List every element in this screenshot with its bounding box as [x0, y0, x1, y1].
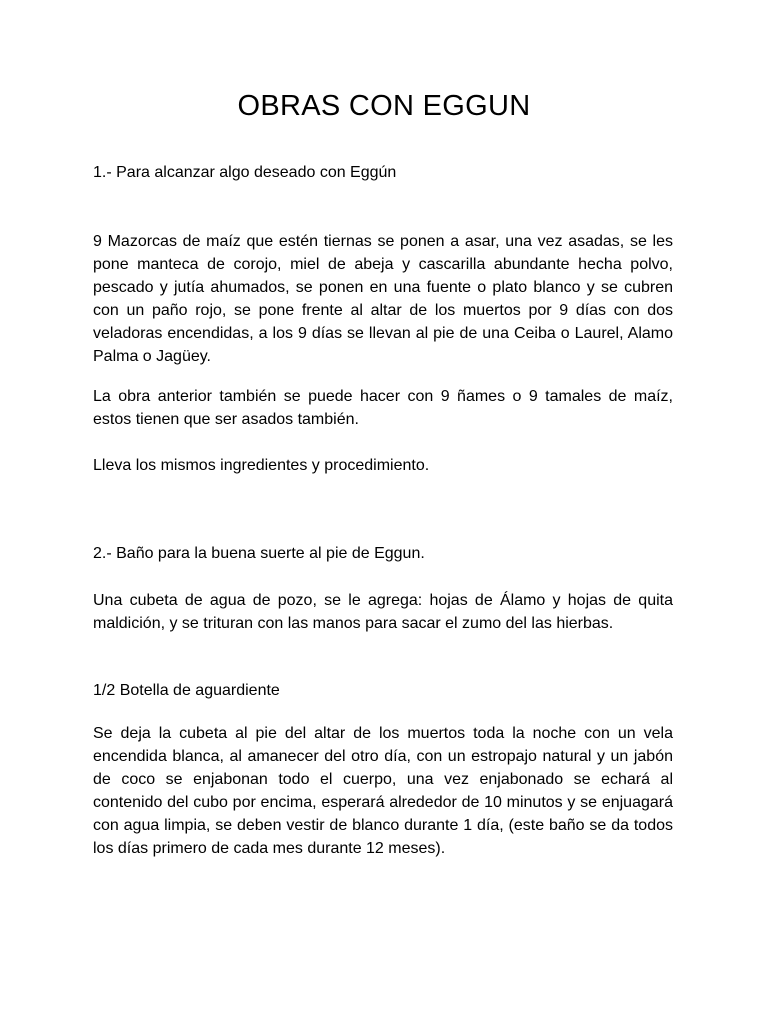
paragraph: Una cubeta de agua de pozo, se le agrega: hojas de Álamo y hojas de quita maldición, y se trituran con las manos para sacar el zumo del las hierbas. — [93, 592, 673, 632]
page-title: OBRAS CON EGGUN — [237, 90, 531, 122]
paragraph: Lleva los mismos ingredientes y procedimiento. — [93, 457, 430, 474]
paragraph: 1/2 Botella de aguardiente — [93, 682, 280, 699]
paragraph: Se deja la cubeta al pie del altar de los muertos toda la noche con un vela encendida blanca, al amanecer del otro día, con un estropajo natural y un jabón de coco se enjabonan todo el cuerpo, una vez enjabonado se echará al contenido del cubo por encima, esperará alrededor de 10 minutos y se enjuagará con agua limpia, se deben vestir de blanco durante 1 día, (este baño se da todos los días primero de cada mes durante 12 meses). — [93, 725, 673, 857]
section-heading-2: 2.- Baño para la buena suerte al pie de Eggun. — [93, 545, 425, 562]
paragraph: 9 Mazorcas de maíz que estén tiernas se ponen a asar, una vez asadas, se les pone manteca de corojo, miel de abeja y cascarilla abundante hecha polvo, pescado y jutía ahumados, se ponen en una fuente o plato blanco y se cubren con un paño rojo, se pone frente al altar de los muertos por 9 días con dos veladoras encendidas, a los 9 días se llevan al pie de una Ceiba o Laurel, Alamo Palma o Jagüey. — [93, 233, 673, 365]
section-heading-1: 1.- Para alcanzar algo deseado con Eggún — [93, 164, 397, 181]
paragraph: La obra anterior también se puede hacer con 9 ñames o 9 tamales de maíz, estos tienen que ser asados también. — [93, 388, 673, 428]
